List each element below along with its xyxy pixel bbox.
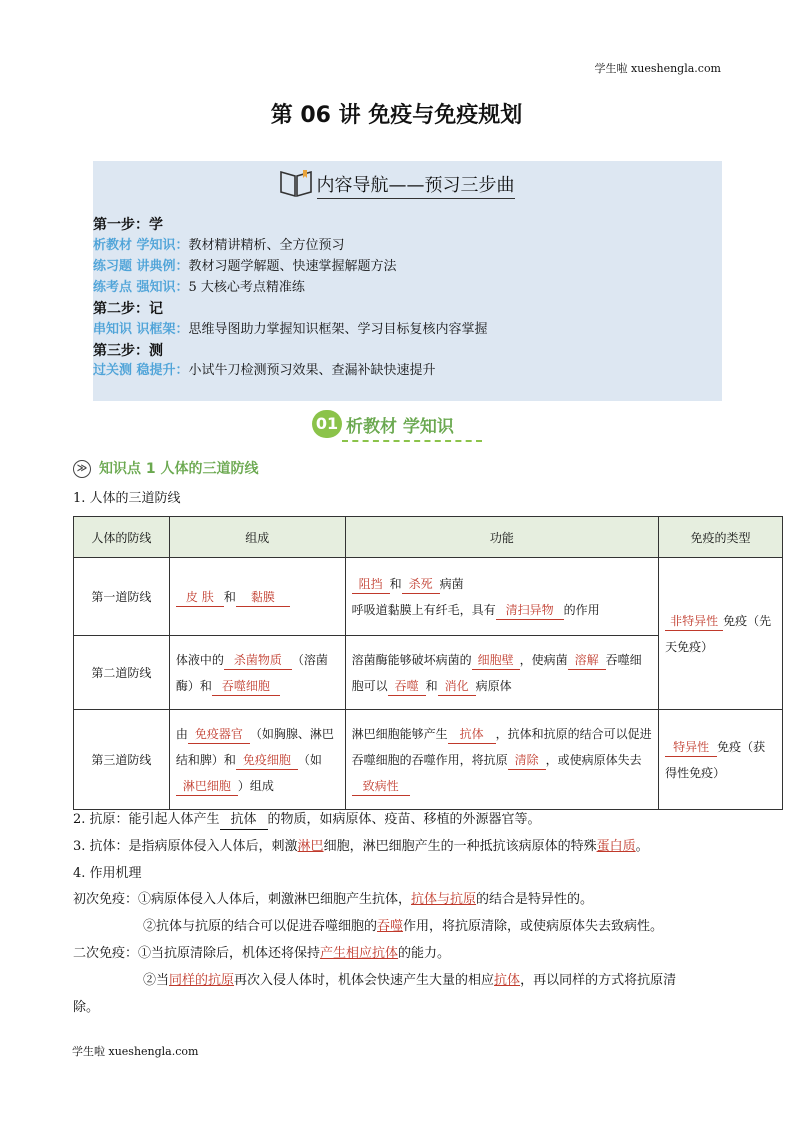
nav-line5-text: 小试牛刀检测预习效果、查漏补缺快速提升 — [188, 363, 436, 378]
row1-function: 阻挡 和 杀死 病菌 呼吸道黏膜上有纤毛，具有 清扫异物 的作用 — [345, 558, 658, 636]
knowledge-point-title: 知识点 1 人体的三道防线 — [99, 461, 259, 477]
nav-line3-label: 练考点 强知识： — [93, 280, 189, 295]
row3-function: 淋巴细胞能够产生 抗体 ，抗体和抗原的结合可以促进吞噬细胞的吞噬作用，将抗原 清除 ，或使病原体失去致病性 — [345, 710, 658, 810]
paragraph-primary-2: ②抗体与抗原的结合可以促进吞噬细胞的吞噬作用，将抗原清除，或使病原体失去致病性。 — [143, 919, 664, 934]
nav-line2-text: 教材习题学解题、快速掌握解题方法 — [188, 259, 397, 274]
paragraph-secondary-2: ②当同样的抗原再次入侵人体时，机体会快速产生大量的相应抗体，再以同样的方式将抗原清 — [143, 973, 677, 988]
nav-line1-label: 析教材 学知识： — [93, 238, 189, 253]
row2-name: 第二道防线 — [74, 636, 170, 710]
row3-name: 第三道防线 — [74, 710, 170, 810]
paragraph-antibody: 3. 抗体：是指病原体侵入人体后，刺激淋巴细胞，淋巴细胞产生的一种抵抗该病原体的特殊蛋白质。 — [73, 839, 649, 854]
paragraph-mechanism: 4. 作用机理 — [73, 866, 142, 881]
section-divider — [342, 440, 482, 442]
knowledge-point — [73, 458, 259, 478]
step2: 第二步：记 — [93, 301, 163, 317]
page-title: 第 06 讲 免疫与免疫规划 — [270, 103, 523, 128]
paragraph-secondary-1: 二次免疫：①当抗原清除后，机体还将保持产生相应抗体的能力。 — [73, 946, 451, 961]
nav-line1-text: 教材精讲精析、全方位预习 — [188, 238, 345, 253]
paragraph-secondary-3: 除。 — [73, 1000, 100, 1015]
book-icon — [279, 168, 313, 203]
nav-line2-label: 练习题 讲典例： — [93, 259, 189, 274]
nav-line5-label: 过关测 稳提升： — [93, 363, 189, 378]
nav-line3-text: 5 大核心考点精准练 — [188, 280, 305, 295]
type-specific: 特异性 免疫（获得性免疫） — [659, 710, 783, 810]
section-number: 01 — [312, 410, 342, 438]
row1-composition: 皮 肤 和 黏膜 — [169, 558, 345, 636]
table-header-function: 功能 — [345, 517, 658, 558]
item-1: 1. 人体的三道防线 — [73, 491, 181, 506]
section-badge — [312, 410, 454, 438]
chevron-circle-icon: ≫ — [73, 460, 91, 478]
row1-name: 第一道防线 — [74, 558, 170, 636]
defense-table — [73, 516, 783, 810]
row2-composition: 体液中的 杀菌物质 （溶菌酶）和 吞噬细胞 — [169, 636, 345, 710]
paragraph-antigen: 2. 抗原：能引起人体产生 抗体 的物质，如病原体、疫苗、移植的外源器官等。 — [73, 810, 541, 830]
footer-site: 学生啦 xueshengla.com — [72, 1045, 199, 1058]
table-header-composition: 组成 — [169, 517, 345, 558]
step3: 第三步：测 — [93, 343, 163, 359]
paragraph-primary-1: 初次免疫：①病原体侵入人体后，刺激淋巴细胞产生抗体，抗体与抗原的结合是特异性的。 — [73, 892, 594, 907]
nav-line4-label: 串知识 识框架： — [93, 322, 189, 337]
table-header-defense: 人体的防线 — [74, 517, 170, 558]
nav-line4-text: 思维导图助力掌握知识框架、学习目标复核内容掌握 — [188, 322, 488, 337]
header-site: 学生啦 xueshengla.com — [594, 62, 721, 75]
row3-composition: 由 免疫器官 （如胸腺、淋巴结和脾）和 免疫细胞 （如淋巴细胞 ）组成 — [169, 710, 345, 810]
nav-title — [0, 168, 793, 203]
step1: 第一步：学 — [93, 217, 163, 233]
nav-title-text: 内容导航——预习三步曲 — [317, 175, 515, 199]
type-nonspecific: 非特异性 免疫（先天免疫） — [659, 558, 783, 710]
row2-function: 溶菌酶能够破坏病菌的 细胞壁 ，使病菌 溶解 吞噬细胞可以 吞噬 和 消化 病原体 — [345, 636, 658, 710]
section-label: 析教材 学知识 — [346, 416, 454, 437]
table-header-type: 免疫的类型 — [659, 517, 783, 558]
